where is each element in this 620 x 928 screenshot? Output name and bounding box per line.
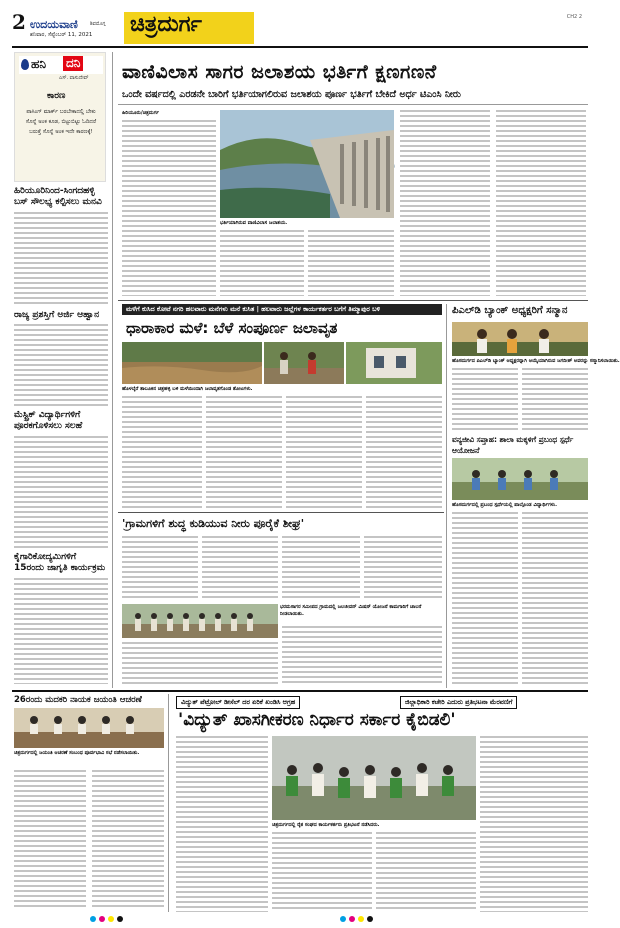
registration-dot [117,916,123,922]
registration-dot [99,916,105,922]
rain-kicker: ಮಳೆಗೆ ಕುಸಿದ ಕೋಟೆ ನಗರಿ ಹಲವಾರು ಮನೆಗಳು ಮನೆ ಕುಸಿತ | ಹಲವಾರು ಜಲ್ಲೆಗಳ ಕಾರ್ಯಕರ್ತರ ಬಗೆಗೆ ತಿಮ್ಮಾಪುರ ಬಳಿ [122,304,442,315]
rain-col-4 [366,396,442,508]
pld-col-1 [452,368,518,430]
hani-dani-badge [19,56,103,74]
page-code: CH2 2 [566,14,582,20]
lead-photo-caption: ಭರ್ತಿಯಾಗಿರುವ ವಾಣಿವಿಲಾಸ ಜಲಾಶಯ. [220,220,288,226]
felicitation-illustration [452,322,588,356]
sidebar-story-advice-text [14,436,108,548]
registration-marks [90,916,123,922]
rain-photo-house [346,342,442,384]
sidebar-story-awareness-head: ಕೈಗಾರಿಕೋದ್ಯಮಿಗಳಿಗೆ 15ರಂದು ಜಾಗೃತಿ ಕಾರ್ಯಕ್ರಮ [14,552,106,573]
power-col-3 [376,832,476,912]
registration-dot [349,916,355,922]
sidebar-story-awareness-text [14,578,108,684]
registration-dot [367,916,373,922]
sidebar-story-bus-text [14,212,108,306]
meeting-illustration [14,708,164,748]
water-col-1 [122,536,198,600]
pld-caption: ಹೊಸದುರ್ಗದ ಪಿಎಲ್‌ಡಿ ಬ್ಯಾಂಕ್ ಅಧ್ಯಕ್ಷರನ್ನಾಗಿ ಆಯ್ಕೆಯಾಗಿರುವ ಜಗದೀಶ್ ಅವರನ್ನು ಸನ್ಮಾನಿಸಲಾಯಿತು. [452,358,620,364]
sidebar-story-award-head: ರಾಜ್ಯ ಪ್ರಶಸ್ತಿಗೆ ಅರ್ಜಿ ಆಹ್ವಾನ [14,310,100,320]
karana-heading: ಕಾರಣ [47,91,66,101]
vanya-headline: ವನ್ಯಜೀವಿ ಸಪ್ತಾಹ: ಶಾಲಾ ಮಕ್ಕಳಿಗೆ ಪ್ರಬಂಧ ಸ್ಪರ್ಧೆ ಆಯೋಜನೆ [452,435,574,455]
rain-headline: ಧಾರಾಕಾರ ಮಳೆ: ಬೆಳೆ ಸಂಪೂರ್ಣ ಜಲಾವೃತ [126,319,338,337]
flooded-field-illustration [122,342,262,384]
lead-dateline: ಹಿರಿಯೂರು/ಚಿತ್ರದುರ್ಗ [122,110,160,116]
water-col-3 [282,536,360,600]
vanya-caption: ಹೊಸದುರ್ಗದಲ್ಲಿ ಪ್ರಬಂಧ ಸ್ಪರ್ಧೆಯಲ್ಲಿ ಪಾಲ್ಗೊಂಡ ವಿದ್ಯಾರ್ಥಿಗಳು. [452,502,557,508]
water-col-5 [122,642,278,686]
registration-dot [108,916,114,922]
pld-headline: ಪಿಎಲ್‌ಡಿ ಬ್ಯಾಂಕ್ ಅಧ್ಯಕ್ಷರಿಗೆ ಸನ್ಮಾನ [452,305,568,316]
paper-name: ಉದಯವಾಣಿ [30,18,78,31]
dani-label: ದನಿ [63,56,83,71]
students-illustration [452,458,588,500]
power-photo [272,736,476,820]
jayanti-photo [14,708,164,748]
registration-dot [340,916,346,922]
sidebar-story-award-text [14,324,108,406]
lead-col-3 [308,230,394,296]
bottom-top-rule [12,690,588,692]
vanya-col-1 [452,512,518,686]
lead-col-1 [122,120,216,296]
water-col-6 [282,626,442,686]
section-title: ಚಿತ್ರದುರ್ಗ [130,12,202,37]
edition-label: ಶಿವಮೊಗ್ಗ [90,21,106,27]
villagers-illustration [122,604,278,638]
issue-date: ಶನಿವಾರ, ಸೆಪ್ಟೆಂಬರ್ 11, 2021 [30,32,93,38]
vanya-col-2 [522,512,588,686]
water-top-rule [118,512,444,513]
power-col-2 [272,832,372,912]
power-caption: ಚಿತ್ರದುರ್ಗದಲ್ಲಿ ರೈತ ಸಂಘದ ಕಾರ್ಯಕರ್ತರು ಪ್ರತಿಭಟನೆ ನಡೆಸಿದರು. [272,822,380,828]
water-caption: ಭರಮಸಾಗರ ಸಮೀಪದ ಗ್ರಾಮದಲ್ಲಿ ಜಲಜೀವನ್ ಮಿಷನ್ ಯೋಜನೆ ಕಾಮಗಾರಿಗೆ ಚಾಲನೆ ನೀಡಲಾಯಿತು. [280,604,422,617]
lead-subhead: ಒಂದೇ ವರ್ಷದಲ್ಲಿ ಎರಡನೇ ಬಾರಿಗೆ ಭರ್ತಿಯಾಗಲಿರುವ ಜಲಾಶಯ ಪೂರ್ಣ ಭರ್ತಿಗೆ ಬೇಕಿದೆ ಅರ್ಧ ಟಿಎಂಸಿ ನೀರು [122,89,461,100]
registration-dot [358,916,364,922]
registration-marks-right [340,916,373,922]
lead-col-4 [400,110,490,296]
hani-label: ಹನಿ [31,57,46,71]
rain-col-3 [286,396,362,508]
lead-col-5 [496,110,586,296]
rain-col-2 [206,396,282,508]
house-illustration [346,342,442,384]
registration-dot [90,916,96,922]
power-kicker-left: ವಿದ್ಯುತ್ ಪೆಟ್ರೋಲ್ ಡೀಸೆಲ್ ದರ ಏರಿಕೆ ಖಂಡಿಸಿ ಆಗ್ರಹ [176,696,300,709]
pld-photo [452,322,588,356]
header-rule [12,46,588,48]
rain-right-divider [446,304,447,688]
farmers-illustration [264,342,344,384]
lead-col-2 [220,230,304,296]
rain-photo-caption: ಹೊಳಲ್ಕೆರೆ ತಾಲೂಕಿನ ಚಿತ್ರಹಳ್ಳಿ ಬಳಿ ಮಳೆಯಿಂದಾಗಿ ಜಲಾವೃತಗೊಂಡ ತೋಟಗಳು. [122,386,253,392]
water-photo [122,604,278,638]
drop-icon [21,59,29,70]
lead-bottom-rule [118,300,588,301]
page-number: 2 [12,10,26,34]
jayanti-col-2 [92,770,164,910]
sidebar-story-advice-head: ಮೆಸ್ಟ್ರಿಕ್ ವಿದ್ಯಾರ್ಥಿಗಳಿಗೆ ಪೂರಕಗೊಳಿಸಲು ಸಲಹೆ [14,410,83,431]
bottom-divider [168,694,169,912]
power-col-1 [176,736,268,912]
lead-dam-photo [220,110,394,218]
vanya-photo [452,458,588,500]
power-col-4 [480,736,588,912]
water-headline: 'ಗ್ರಾಮಗಳಿಗೆ ಶುದ್ಧ ಕುಡಿಯುವ ನೀರು ಪೂರೈಕೆ ಶೀಘ್ರ' [122,517,305,530]
lead-rule [118,104,588,105]
pld-col-2 [522,368,588,430]
sidebar-divider [112,52,113,688]
water-col-4 [364,536,442,600]
karana-poem: ಪಾಸಿಂಗ್ ಮಾರ್ಕ್ ಬರಬೇಕಾದಲ್ಲಿ ಬೇಕು ಸೊನ್ನೆ ಅಂಕ ಕೂಡ, ಬಿಟ್ಟುಬಿಟ್ಟು ಓದಿದರೆ ಬರುತ್ತೆ ಸೊನ್ನೆ ಅಂಕ ಇದೇ ಕಾರಣಕ್ಕೆ! [25,109,97,135]
power-kicker-right: ಜಿಲ್ಲಾಧಿಕಾರಿ ಕಚೇರಿ ಎದುರು ಪ್ರತಿಭಟನಾ ಮೆರವಣಿಗೆ [400,696,517,709]
sidebar-story-bus-head: ಹಿರಿಯೂರಿನಿಂದ-ಸಿಂಗದಹಳ್ಳಿ ಬಸ್ ಸೌಲಭ್ಯ ಕಲ್ಪಿಸಲು ಮನವಿ [14,186,102,207]
lead-headline: ವಾಣಿವಿಲಾಸ ಸಾಗರ ಜಲಾಶಯ ಭರ್ತಿಗೆ ಕ್ಷಣಗಣನೆ [122,61,437,83]
jayanti-col-1 [14,770,86,910]
jayanti-caption: ಚಿತ್ರದುರ್ಗದಲ್ಲಿ ಜಯಂತಿ ಆಚರಣೆ ಸಂಬಂಧ ಪೂರ್ವಭಾವಿ ಸಭೆ ನಡೆಸಲಾಯಿತು. [14,750,140,756]
dam-illustration [220,110,394,218]
protest-illustration [272,736,476,820]
rain-photo-field [122,342,262,384]
jayanti-headline: 26ರಂದು ಮದಕರಿ ನಾಯಕ ಜಯಂತಿ ಆಚರಣೆ [14,695,142,705]
water-col-2 [202,536,278,600]
rain-photo-farmers [264,342,344,384]
hani-dani-byline: ಎಸ್. ವಾಸುದೇವ್ [59,75,89,81]
hani-dani-box [14,52,106,182]
power-headline: 'ವಿದ್ಯುತ್ ಖಾಸಗೀಕರಣ ನಿರ್ಧಾರ ಸರ್ಕಾರ ಕೈಬಿಡಲಿ' [178,710,456,730]
rain-col-1 [122,396,202,508]
